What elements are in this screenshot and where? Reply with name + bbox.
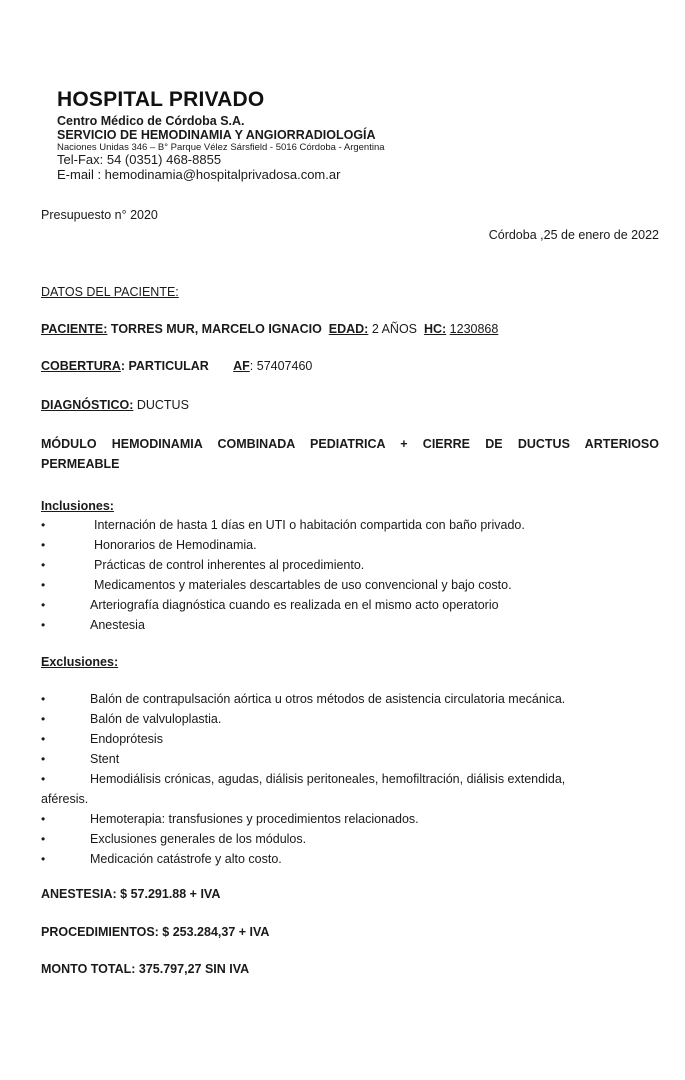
phone: Tel-Fax: 54 (0351) 468-8855: [57, 152, 222, 168]
service-name: SERVICIO DE HEMODINAMIA Y ANGIORRADIOLOGÍA: [57, 127, 376, 142]
af-label: AF: [233, 359, 250, 373]
bullet: •: [41, 772, 46, 786]
bullet: •: [41, 558, 46, 572]
af-value: : 57407460: [249, 359, 313, 373]
list-item: • Internación de hasta 1 días en UTI o habitación compartida con baño privado.: [41, 515, 661, 535]
bullet: •: [41, 598, 46, 612]
exclusions-list: [41, 689, 661, 869]
inclusions-list: [41, 515, 661, 635]
list-item: • Prácticas de control inherentes al procedimiento.: [41, 555, 661, 575]
letterhead: [57, 88, 385, 182]
list-item: • Hemodiálisis crónicas, agudas, diálisis peritoneales, hemofiltración, diálisis extendida, aféresis.: [41, 769, 661, 809]
bullet: •: [41, 578, 46, 592]
diagnosis-line: [41, 398, 189, 412]
budget-number: Presupuesto n° 2020: [41, 208, 158, 222]
list-item: • Medicación catástrofe y alto costo.: [41, 849, 661, 869]
patient-name: TORRES MUR, MARCELO IGNACIO: [110, 322, 322, 336]
patient-section-title: DATOS DEL PACIENTE:: [41, 285, 179, 299]
hospital-name: HOSPITAL PRIVADO: [57, 88, 265, 111]
diagnosis-value: DUCTUS: [136, 398, 189, 412]
list-item: • Balón de contrapulsación aórtica u otros métodos de asistencia circulatoria mecánica.: [41, 689, 661, 709]
procedures-total: PROCEDIMIENTOS: $ 253.284,37 + IVA: [41, 925, 270, 939]
list-item: • Hemoterapia: transfusiones y procedimientos relacionados.: [41, 809, 661, 829]
patient-line: [41, 322, 498, 336]
bullet: •: [41, 852, 46, 866]
age-value: 2 AÑOS: [371, 322, 418, 336]
address: Naciones Unidas 346 – B° Parque Vélez Sársfield - 5016 Córdoba - Argentina: [57, 141, 385, 153]
list-item-continuation: aféresis.: [41, 792, 89, 806]
list-item: • Arteriografía diagnóstica cuando es realizada en el mismo acto operatorio: [41, 595, 661, 615]
anesthesia-total: ANESTESIA: $ 57.291.88 + IVA: [41, 887, 221, 901]
list-item: • Medicamentos y materiales descartables de uso convencional y bajo costo.: [41, 575, 661, 595]
bullet: •: [41, 832, 46, 846]
coverage-value: : PARTICULAR: [120, 359, 209, 373]
bullet: •: [41, 752, 46, 766]
patient-label: PACIENTE:: [41, 322, 108, 336]
email: E-mail : hemodinamia@hospitalprivadosa.com.ar: [57, 166, 341, 182]
hc-value: 1230868: [449, 322, 499, 336]
exclusions-title: Exclusiones:: [41, 655, 119, 669]
list-item: • Anestesia: [41, 615, 661, 635]
list-item: • Stent: [41, 749, 661, 769]
bullet: •: [41, 538, 46, 552]
list-item: • Balón de valvuloplastia.: [41, 709, 661, 729]
bullet: •: [41, 712, 46, 726]
inclusions-title: Inclusiones:: [41, 499, 114, 513]
coverage-label: COBERTURA: [41, 359, 121, 373]
company-name: Centro Médico de Córdoba S.A.: [57, 113, 245, 128]
module-title: MÓDULO HEMODINAMIA COMBINADA PEDIATRICA + CIERRE DE DUCTUS ARTERIOSO PERMEABLE: [41, 437, 659, 471]
diagnosis-label: DIAGNÓSTICO:: [41, 398, 134, 412]
age-label: EDAD:: [328, 322, 369, 336]
bullet: •: [41, 732, 46, 746]
bullet: •: [41, 812, 46, 826]
document-date: Córdoba ,25 de enero de 2022: [488, 228, 659, 242]
hc-label: HC:: [423, 322, 447, 336]
list-item: • Exclusiones generales de los módulos.: [41, 829, 661, 849]
coverage-line: [41, 359, 312, 373]
list-item: • Endoprótesis: [41, 729, 661, 749]
bullet: •: [41, 518, 46, 532]
grand-total: MONTO TOTAL: 375.797,27 SIN IVA: [41, 962, 250, 976]
bullet: •: [41, 618, 46, 632]
list-item: • Honorarios de Hemodinamia.: [41, 535, 661, 555]
bullet: •: [41, 692, 46, 706]
